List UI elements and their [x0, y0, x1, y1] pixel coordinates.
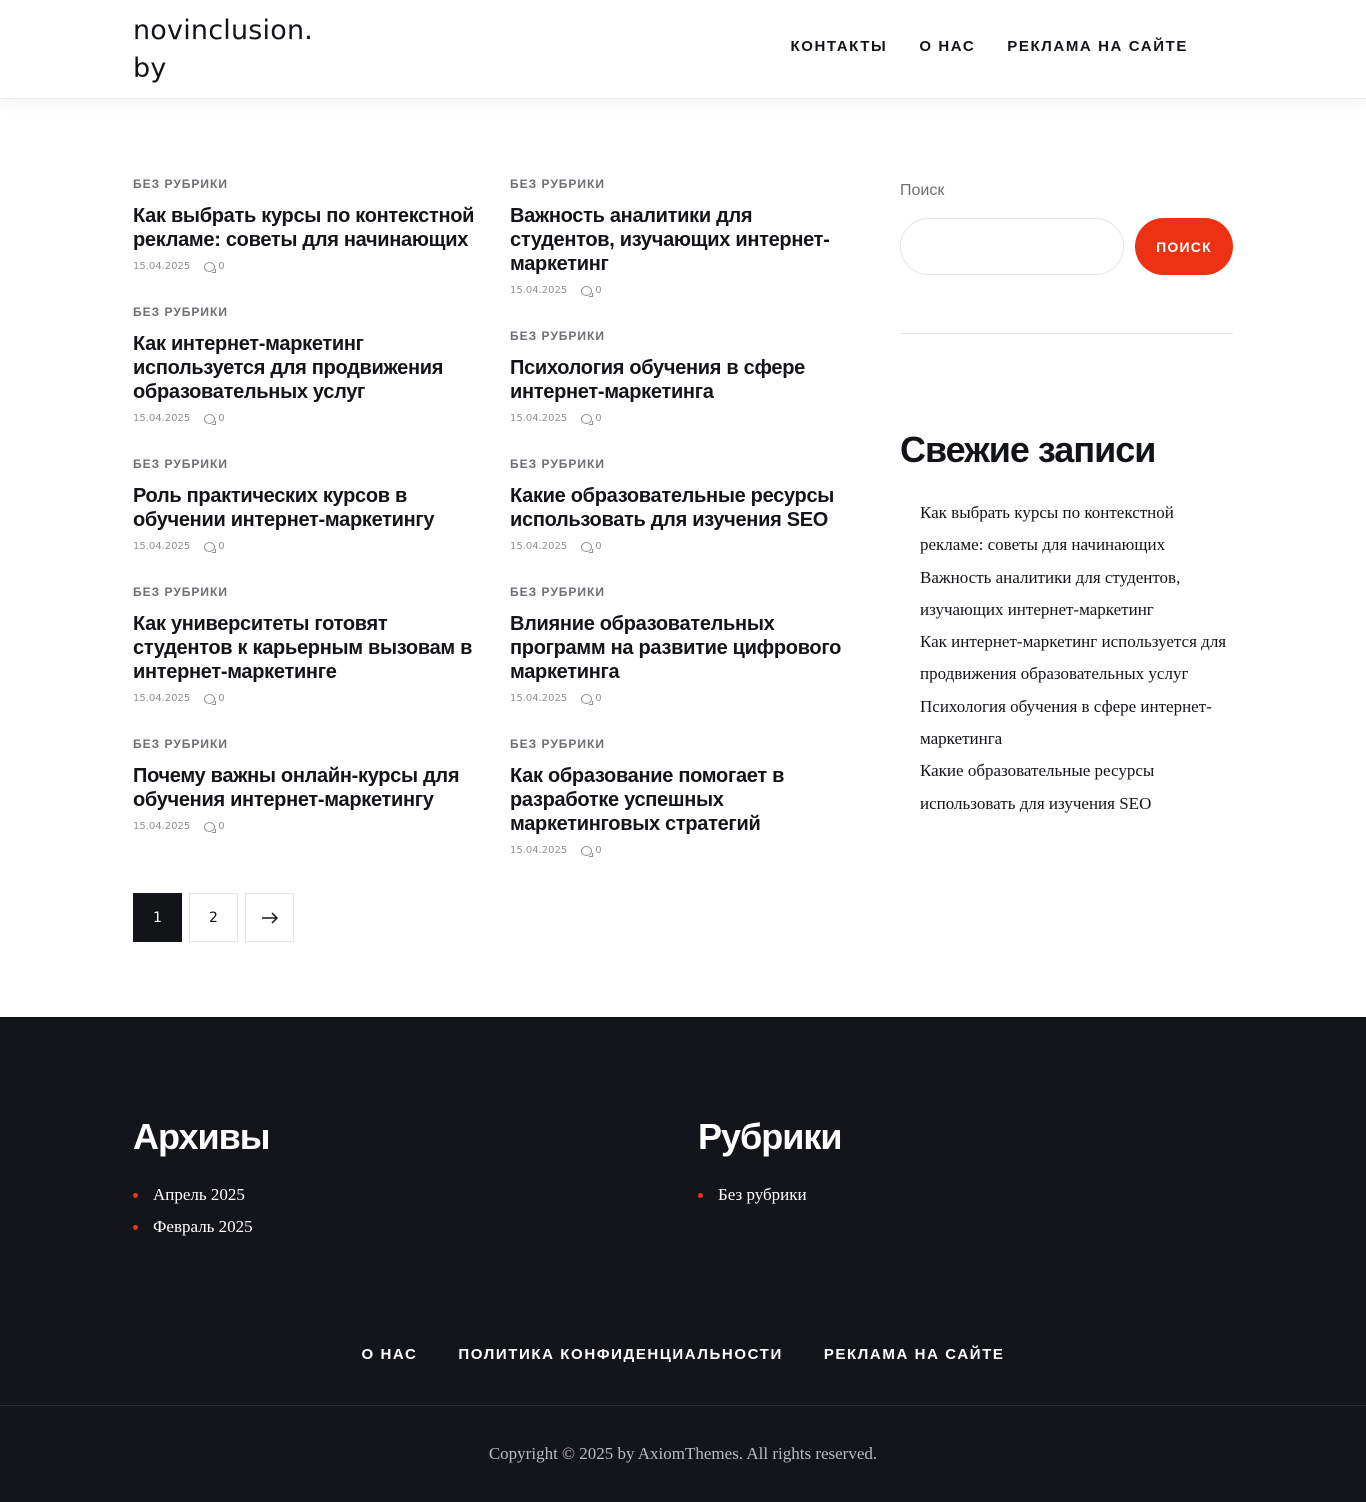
post-title[interactable]: Как выбрать курсы по контекстной рекламе: советы для начинающих	[133, 205, 475, 251]
comment-count[interactable]: 0	[595, 845, 602, 856]
comment-count[interactable]: 0	[218, 821, 225, 832]
recent-post-link[interactable]: Как интернет-маркетинг используется для продвижения образовательных услуг	[920, 632, 1227, 684]
post-date: 15.04.2025	[133, 261, 191, 272]
categories-widget	[698, 1117, 842, 1211]
post-date: 15.04.2025	[133, 541, 191, 552]
comment-count[interactable]: 0	[218, 693, 225, 704]
search-form	[900, 218, 1233, 275]
categories-list	[698, 1179, 842, 1211]
post-category[interactable]: БЕЗ РУБРИКИ	[510, 737, 605, 751]
comment-icon	[204, 414, 215, 424]
post-title[interactable]: Психология обучения в сфере интернет-маркетинга	[510, 357, 805, 403]
post-card	[510, 328, 855, 426]
comment-count[interactable]: 0	[218, 413, 225, 424]
posts-column-right	[510, 176, 855, 888]
footer-link-about[interactable]: О НАС	[361, 1346, 418, 1363]
post-title[interactable]: Почему важны онлайн-курсы для обучения интернет-маркетингу	[133, 765, 460, 811]
post-date: 15.04.2025	[510, 541, 568, 552]
logo-line-1: novinclusion.	[133, 15, 314, 46]
post-meta	[510, 844, 855, 858]
post-category[interactable]: БЕЗ РУБРИКИ	[510, 457, 605, 471]
post-meta	[133, 540, 478, 554]
sidebar-divider	[900, 333, 1233, 334]
post-category[interactable]: БЕЗ РУБРИКИ	[133, 305, 228, 319]
post-date: 15.04.2025	[133, 413, 191, 424]
post-category[interactable]: БЕЗ РУБРИКИ	[510, 329, 605, 343]
comment-count[interactable]: 0	[218, 541, 225, 552]
search-input[interactable]	[900, 218, 1124, 275]
recent-post-link[interactable]: Какие образовательные ресурсы использовать для изучения SEO	[920, 761, 1155, 813]
post-meta	[510, 540, 855, 554]
post-category[interactable]: БЕЗ РУБРИКИ	[133, 585, 228, 599]
comment-count[interactable]: 0	[595, 413, 602, 424]
search-button[interactable]: ПОИСК	[1135, 218, 1233, 275]
recent-post-link[interactable]: Как выбрать курсы по контекстной рекламе: советы для начинающих	[920, 503, 1174, 555]
post-category[interactable]: БЕЗ РУБРИКИ	[133, 177, 228, 191]
post-title[interactable]: Какие образовательные ресурсы использовать для изучения SEO	[510, 485, 835, 531]
archive-link[interactable]: Апрель 2025	[133, 1179, 270, 1211]
post-card	[133, 304, 478, 426]
post-card	[510, 176, 855, 298]
comment-icon	[581, 846, 592, 856]
comment-count[interactable]: 0	[595, 693, 602, 704]
post-meta	[133, 412, 478, 426]
post-date: 15.04.2025	[133, 821, 191, 832]
nav-link-advertising[interactable]: РЕКЛАМА НА САЙТЕ	[1007, 38, 1188, 55]
post-date: 15.04.2025	[510, 413, 568, 424]
pagination	[133, 893, 294, 942]
site-footer	[0, 1017, 1366, 1502]
post-card	[133, 736, 478, 834]
category-link[interactable]: Без рубрики	[698, 1179, 842, 1211]
page-1-button[interactable]: 1	[133, 893, 182, 942]
comment-count[interactable]: 0	[595, 285, 602, 296]
comment-icon	[581, 414, 592, 424]
site-header	[0, 0, 1366, 99]
archives-widget	[133, 1117, 270, 1243]
footer-divider	[0, 1405, 1366, 1406]
post-card	[133, 456, 478, 554]
main-nav	[790, 38, 1188, 55]
comment-count[interactable]: 0	[595, 541, 602, 552]
post-card	[510, 584, 855, 706]
post-title[interactable]: Важность аналитики для студентов, изучающих интернет-маркетинг	[510, 205, 830, 275]
post-title[interactable]: Роль практических курсов в обучении интернет-маркетингу	[133, 485, 435, 531]
post-meta	[510, 412, 855, 426]
post-title[interactable]: Как интернет-маркетинг используется для продвижения образовательных услуг	[133, 333, 444, 403]
posts-column-left	[133, 176, 478, 864]
footer-link-privacy[interactable]: ПОЛИТИКА КОНФИДЕНЦИАЛЬНОСТИ	[458, 1346, 783, 1363]
comment-icon	[204, 262, 215, 272]
post-category[interactable]: БЕЗ РУБРИКИ	[510, 585, 605, 599]
post-category[interactable]: БЕЗ РУБРИКИ	[510, 177, 605, 191]
categories-title: Рубрики	[698, 1116, 842, 1157]
recent-posts-list	[900, 497, 1233, 820]
post-card	[133, 176, 478, 274]
post-meta	[510, 284, 855, 298]
post-meta	[133, 260, 478, 274]
copyright-text: Copyright © 2025 by AxiomThemes. All rights reserved.	[488, 1444, 878, 1463]
post-date: 15.04.2025	[510, 285, 568, 296]
post-title[interactable]: Влияние образовательных программ на развитие цифрового маркетинга	[510, 613, 842, 683]
comment-icon	[581, 286, 592, 296]
comment-icon	[581, 542, 592, 552]
comment-icon	[204, 542, 215, 552]
post-meta	[510, 692, 855, 706]
arrow-right-icon	[261, 912, 279, 924]
post-title[interactable]: Как университеты готовят студентов к карьерным вызовам в интернет-маркетинге	[133, 613, 473, 683]
footer-link-advertising[interactable]: РЕКЛАМА НА САЙТЕ	[823, 1346, 1005, 1363]
logo-line-2: by	[133, 53, 167, 84]
post-category[interactable]: БЕЗ РУБРИКИ	[133, 457, 228, 471]
recent-posts-title: Свежие записи	[900, 429, 1156, 470]
post-meta	[133, 820, 478, 834]
sidebar	[900, 176, 1233, 820]
post-meta	[133, 692, 478, 706]
search-label: Поиск	[900, 182, 945, 199]
nav-link-contacts[interactable]: КОНТАКТЫ	[790, 38, 888, 55]
comment-icon	[581, 694, 592, 704]
archives-list	[133, 1179, 270, 1243]
footer-nav	[0, 1346, 1366, 1363]
post-card	[510, 456, 855, 554]
nav-link-about[interactable]: О НАС	[919, 38, 976, 55]
post-date: 15.04.2025	[133, 693, 191, 704]
post-date: 15.04.2025	[510, 845, 568, 856]
post-date: 15.04.2025	[510, 693, 568, 704]
archive-link[interactable]: Февраль 2025	[133, 1211, 270, 1243]
post-category[interactable]: БЕЗ РУБРИКИ	[133, 737, 228, 751]
next-page-button[interactable]	[245, 893, 294, 942]
recent-post-link[interactable]: Психология обучения в сфере интернет-маркетинга	[920, 696, 1212, 749]
site-logo[interactable]	[133, 12, 313, 88]
post-card	[510, 736, 855, 858]
comment-icon	[204, 694, 215, 704]
page-2-button[interactable]: 2	[189, 893, 238, 942]
comment-icon	[204, 822, 215, 832]
post-card	[133, 584, 478, 706]
archives-title: Архивы	[133, 1116, 270, 1157]
comment-count[interactable]: 0	[218, 261, 225, 272]
recent-post-link[interactable]: Важность аналитики для студентов, изучающих интернет-маркетинг	[920, 567, 1181, 619]
post-title[interactable]: Как образование помогает в разработке успешных маркетинговых стратегий	[510, 765, 785, 835]
